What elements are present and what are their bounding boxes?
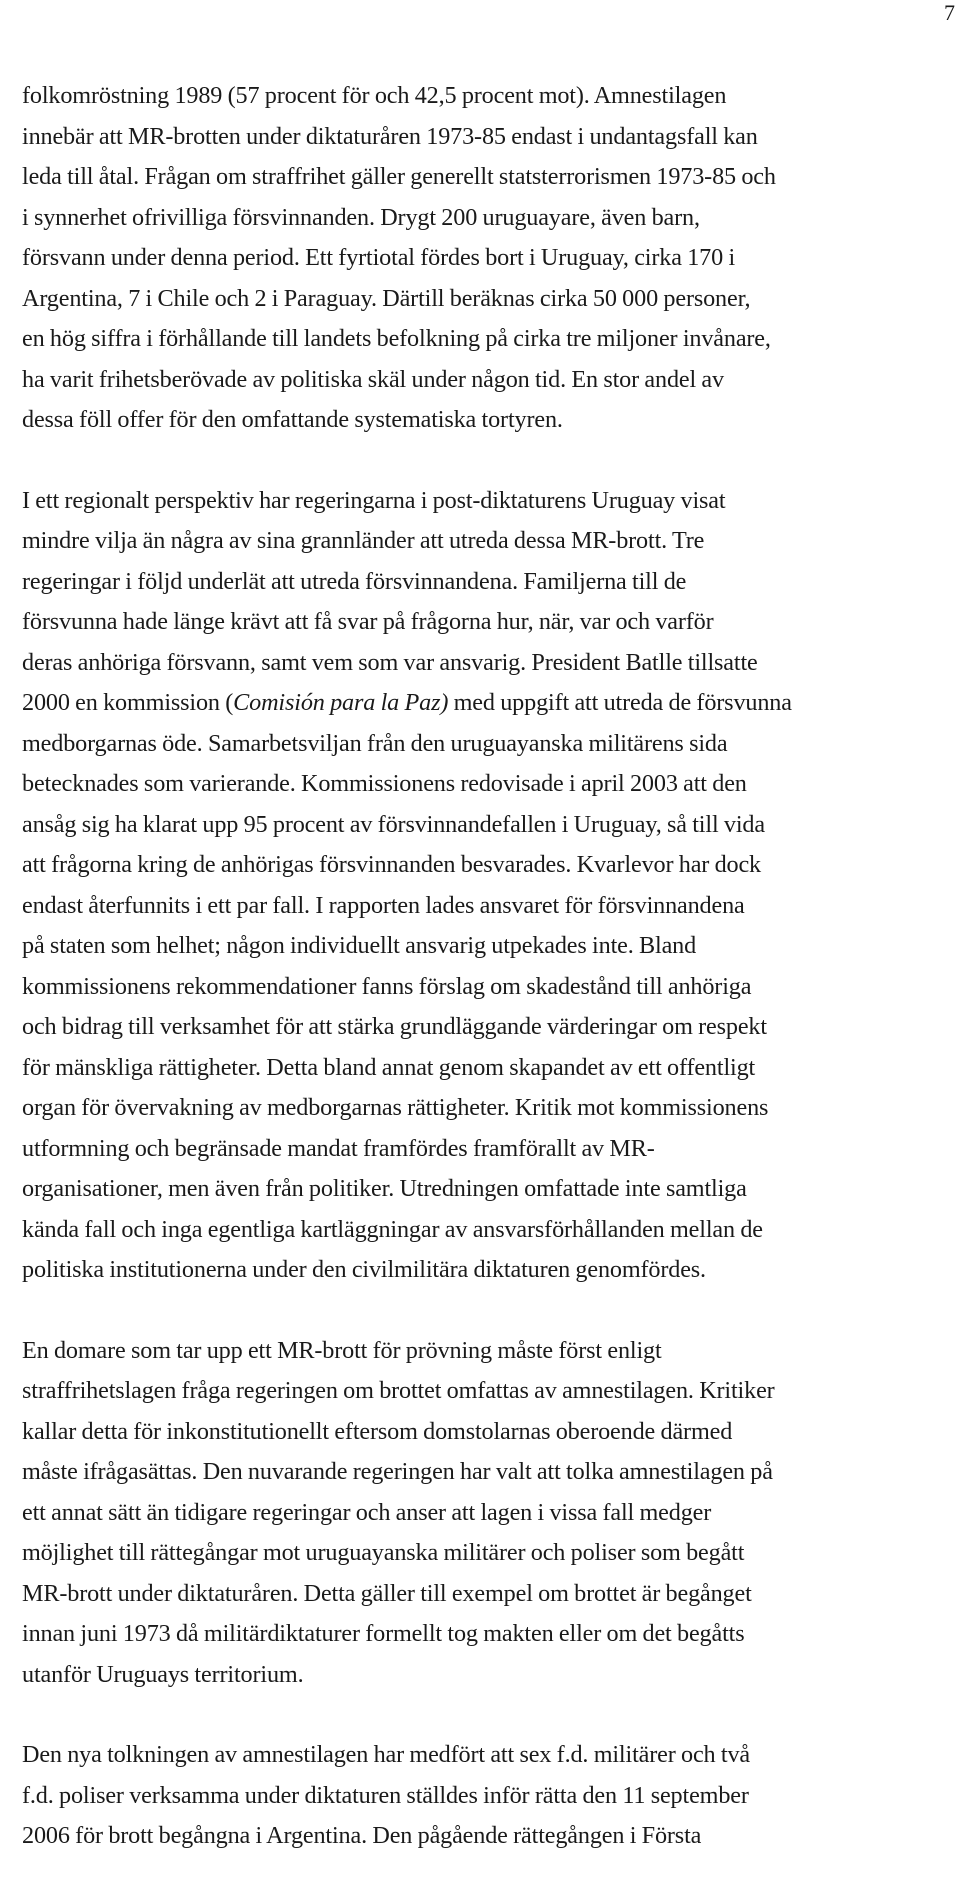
text-line: 2006 för brott begångna i Argentina. Den pågående rättegången i Första (22, 1822, 702, 1849)
text-line: f.d. poliser verksamma under diktaturen ställdes inför rätta den 11 september (22, 1781, 749, 1809)
text-line: MR-brott under diktaturåren. Detta gäller till exempel om brottet är begånget (22, 1579, 752, 1607)
text-line: folkomröstning 1989 (57 procent för och 42,5 procent mot). Amnestilagen (22, 82, 727, 109)
text-segment: 2000 en kommission ( (22, 689, 234, 716)
text-line: straffrihetslagen fråga regeringen om brottet omfattas av amnestilagen. Kritiker (22, 1377, 775, 1404)
paragraph-1 (22, 76, 950, 441)
text-segment: med uppgift att utreda de försvunna (448, 689, 792, 716)
text-line: regeringar i följd underlät att utreda försvinnandena. Familjerna till de (22, 567, 687, 595)
text-line: endast återfunnits i ett par fall. I rapporten lades ansvaret för försvinnandena (22, 891, 745, 919)
text-line: Argentina, 7 i Chile och 2 i Paraguay. Därtill beräknas cirka 50 000 personer, (22, 284, 751, 312)
text-line: ha varit frihetsberövade av politiska skäl under någon tid. En stor andel av (22, 365, 724, 393)
paragraph-3 (22, 1331, 950, 1696)
italic-commission-name: Comisión para la Paz) (233, 689, 449, 716)
text-line: politiska institutionerna under den civilmilitära diktaturen genomfördes. (22, 1256, 706, 1283)
text-line: försvunna hade länge krävt att få svar på frågorna hur, när, var och varför (22, 608, 714, 635)
text-line: innan juni 1973 då militärdiktaturer formellt tog makten eller om det begåtts (22, 1620, 745, 1647)
text-line: dessa föll offer för den omfattande systematiska tortyren. (22, 406, 563, 433)
text-line: organisationer, men även från politiker. Utredningen omfattade inte samtliga (22, 1175, 747, 1202)
text-line: organ för övervakning av medborgarnas rättigheter. Kritik mot kommissionens (22, 1094, 769, 1121)
text-line: en hög siffra i förhållande till landets befolkning på cirka tre miljoner invånare, (22, 325, 771, 352)
text-line: att frågorna kring de anhörigas försvinnanden besvarades. Kvarlevor har dock (22, 851, 762, 878)
text-line: möjlighet till rättegångar mot uruguayanska militärer och poliser som begått (22, 1539, 745, 1566)
text-line: innebär att MR-brotten under diktaturåren 1973-85 endast i undantagsfall kan (22, 122, 758, 150)
paragraph-2 (22, 481, 950, 1291)
text-line: försvann under denna period. Ett fyrtiotal fördes bort i Uruguay, cirka 170 i (22, 244, 736, 271)
text-line: utanför Uruguays territorium. (22, 1660, 304, 1688)
text-line: mindre vilja än några av sina grannländer att utreda dessa MR-brott. Tre (22, 527, 705, 554)
text-line: En domare som tar upp ett MR-brott för prövning måste först enligt (22, 1336, 662, 1364)
text-line: kommissionens rekommendationer fanns förslag om skadestånd till anhöriga (22, 972, 752, 1000)
text-line: på staten som helhet; någon individuellt ansvarig utpekades inte. Bland (22, 932, 697, 959)
text-line: ansåg sig ha klarat upp 95 procent av försvinnandefallen i Uruguay, så till vida (22, 810, 765, 838)
text-line-with-italic (22, 683, 950, 724)
paragraph-4 (22, 1735, 950, 1857)
text-line: utformning och begränsade mandat framfördes framförallt av MR- (22, 1134, 655, 1162)
text-line: kallar detta för inkonstitutionellt eftersom domstolarnas oberoende därmed (22, 1417, 733, 1445)
text-line: deras anhöriga försvann, samt vem som var ansvarig. President Batlle tillsatte (22, 648, 758, 676)
text-line: kända fall och inga egentliga kartläggningar av ansvarsförhållanden mellan de (22, 1215, 763, 1243)
text-line: medborgarnas öde. Samarbetsviljan från den uruguayanska militärens sida (22, 729, 728, 757)
text-line: måste ifrågasättas. Den nuvarande regeringen har valt att tolka amnestilagen på (22, 1458, 773, 1485)
page-number: 7 (944, 0, 955, 25)
text-line: Den nya tolkningen av amnestilagen har medfört att sex f.d. militärer och två (22, 1741, 750, 1768)
document-body (22, 76, 950, 1857)
text-line: ett annat sätt än tidigare regeringar och anser att lagen i vissa fall medger (22, 1498, 712, 1526)
text-line: och bidrag till verksamhet för att stärka grundläggande värderingar om respekt (22, 1013, 767, 1040)
text-line: I ett regionalt perspektiv har regeringarna i post-diktaturens Uruguay visat (22, 486, 726, 514)
text-line: i synnerhet ofrivilliga försvinnanden. Drygt 200 uruguayare, även barn, (22, 203, 700, 231)
text-line: för mänskliga rättigheter. Detta bland annat genom skapandet av ett offentligt (22, 1053, 756, 1081)
text-line: betecknades som varierande. Kommissionens redovisade i april 2003 att den (22, 770, 747, 797)
text-line: leda till åtal. Frågan om straffrihet gäller generellt statsterrorismen 1973-85 och (22, 163, 776, 190)
